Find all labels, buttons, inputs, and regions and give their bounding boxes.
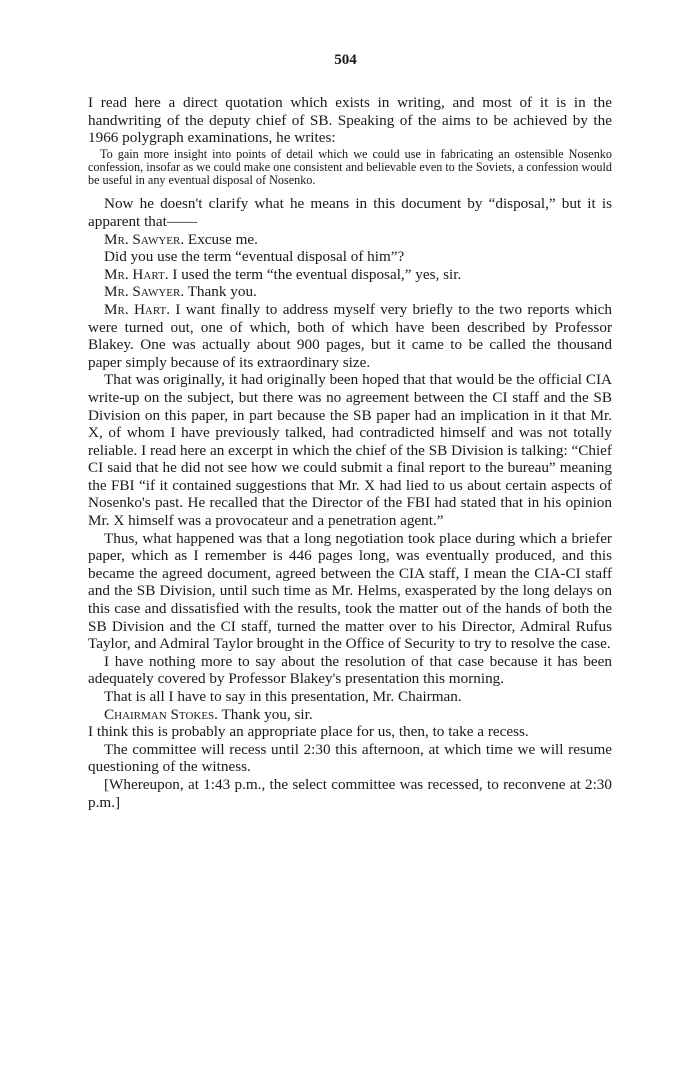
- speech-hart-2: [88, 301, 612, 371]
- speaker-name: Mr. Sawyer.: [104, 230, 185, 248]
- paragraph-cia-writeup: That was originally, it had originally been hoped that that would be the official CIA write-up on the subject, but there was no agreement between the CI staff and the SB Division on this paper, in part because the SB paper had an implication in it that Mr. X, of whom I have previously talked, had contradicted himself and was not totally reliable. I read here an excerpt in which the chief of the SB Division is talking: “Chief CI said that he did not see how we could submit a final report to the bureau” meaning the FBI “if it contained suggestions that Mr. X had lied to us about certain aspects of Nosenko's past. He recalled that the Director of the FBI had stated that in his opinion Mr. X himself was a provocateur and a penetration agent.”: [88, 371, 612, 530]
- speech-text: I used the term “the eventual disposal,” yes, sir.: [172, 265, 462, 283]
- page-number: 504: [334, 52, 357, 68]
- speaker-name: Mr. Hart.: [104, 300, 171, 318]
- speaker-name: Mr. Hart.: [104, 265, 169, 283]
- speech-stokes-1: [88, 706, 612, 724]
- paragraph-quotation-intro: I read here a direct quotation which exists in writing, and most of it is in the handwriting of the deputy chief of SB. Speaking of the aims to be achieved by the 1966 polygraph examinations, he writes:: [88, 94, 612, 147]
- speech-hart-1: [88, 266, 612, 284]
- speech-text: Thank you, sir.: [221, 705, 313, 723]
- speech-sawyer-question: Did you use the term “eventual disposal of him”?: [104, 248, 405, 266]
- speaker-name: Mr. Sawyer.: [104, 283, 185, 301]
- paragraph-negotiation: Thus, what happened was that a long negotiation took place during which a briefer paper, which as I remember is 446 pages long, was eventually produced, and this became the agreed document, agreed between the CIA staff, I mean the CIA-CI staff and the SB Division, until such time as Mr. Helms, exasperated by the long delays on this case and dissatisfied with the results, took the matter out of the hands of both the SB Division and the CI staff, turned the matter over to his Director, Admiral Rufus Taylor, and Admiral Taylor brought in the Office of Security to try to resolve the case.: [88, 529, 612, 653]
- block-quote: To gain more insight into points of detail which we could use in fabricating an ostensible Nosenko confession, insofar as we could make one consistent and believable even to the Soviets, a confession would be useful in any eventual disposal of Nosenko.: [88, 146, 612, 188]
- transcript-body: [88, 94, 612, 811]
- speaker-name: Chairman Stokes.: [104, 705, 218, 723]
- speech-text: Excuse me.: [187, 230, 258, 248]
- speech-text: Thank you.: [187, 283, 257, 301]
- paragraph-recess-proposal: I think this is probably an appropriate place for us, then, to take a recess.: [88, 723, 529, 741]
- paragraph-disposal: Now he doesn't clarify what he means in this document by “disposal,” but it is apparent that——: [88, 195, 612, 230]
- paragraph-recess-note: [Whereupon, at 1:43 p.m., the select committee was recessed, to reconvene at 2:30 p.m.]: [88, 775, 612, 811]
- paragraph-recess-announcement: The committee will recess until 2:30 this afternoon, at which time we will resume questioning of the witness.: [88, 740, 612, 776]
- speech-sawyer-2: [88, 283, 612, 301]
- speech-text: I want finally to address myself very briefly to the two reports which were turned out, one of which, both of which have been described by Professor Blakey. One was actually about 900 pages, but it came to be called the thousand paper simply because of its extraordinary size.: [88, 300, 613, 371]
- speech-sawyer-1: [88, 231, 612, 249]
- paragraph-closing: That is all I have to say in this presentation, Mr. Chairman.: [104, 688, 462, 706]
- paragraph-resolution: I have nothing more to say about the resolution of that case because it has been adequately covered by Professor Blakey's presentation this morning.: [88, 652, 612, 688]
